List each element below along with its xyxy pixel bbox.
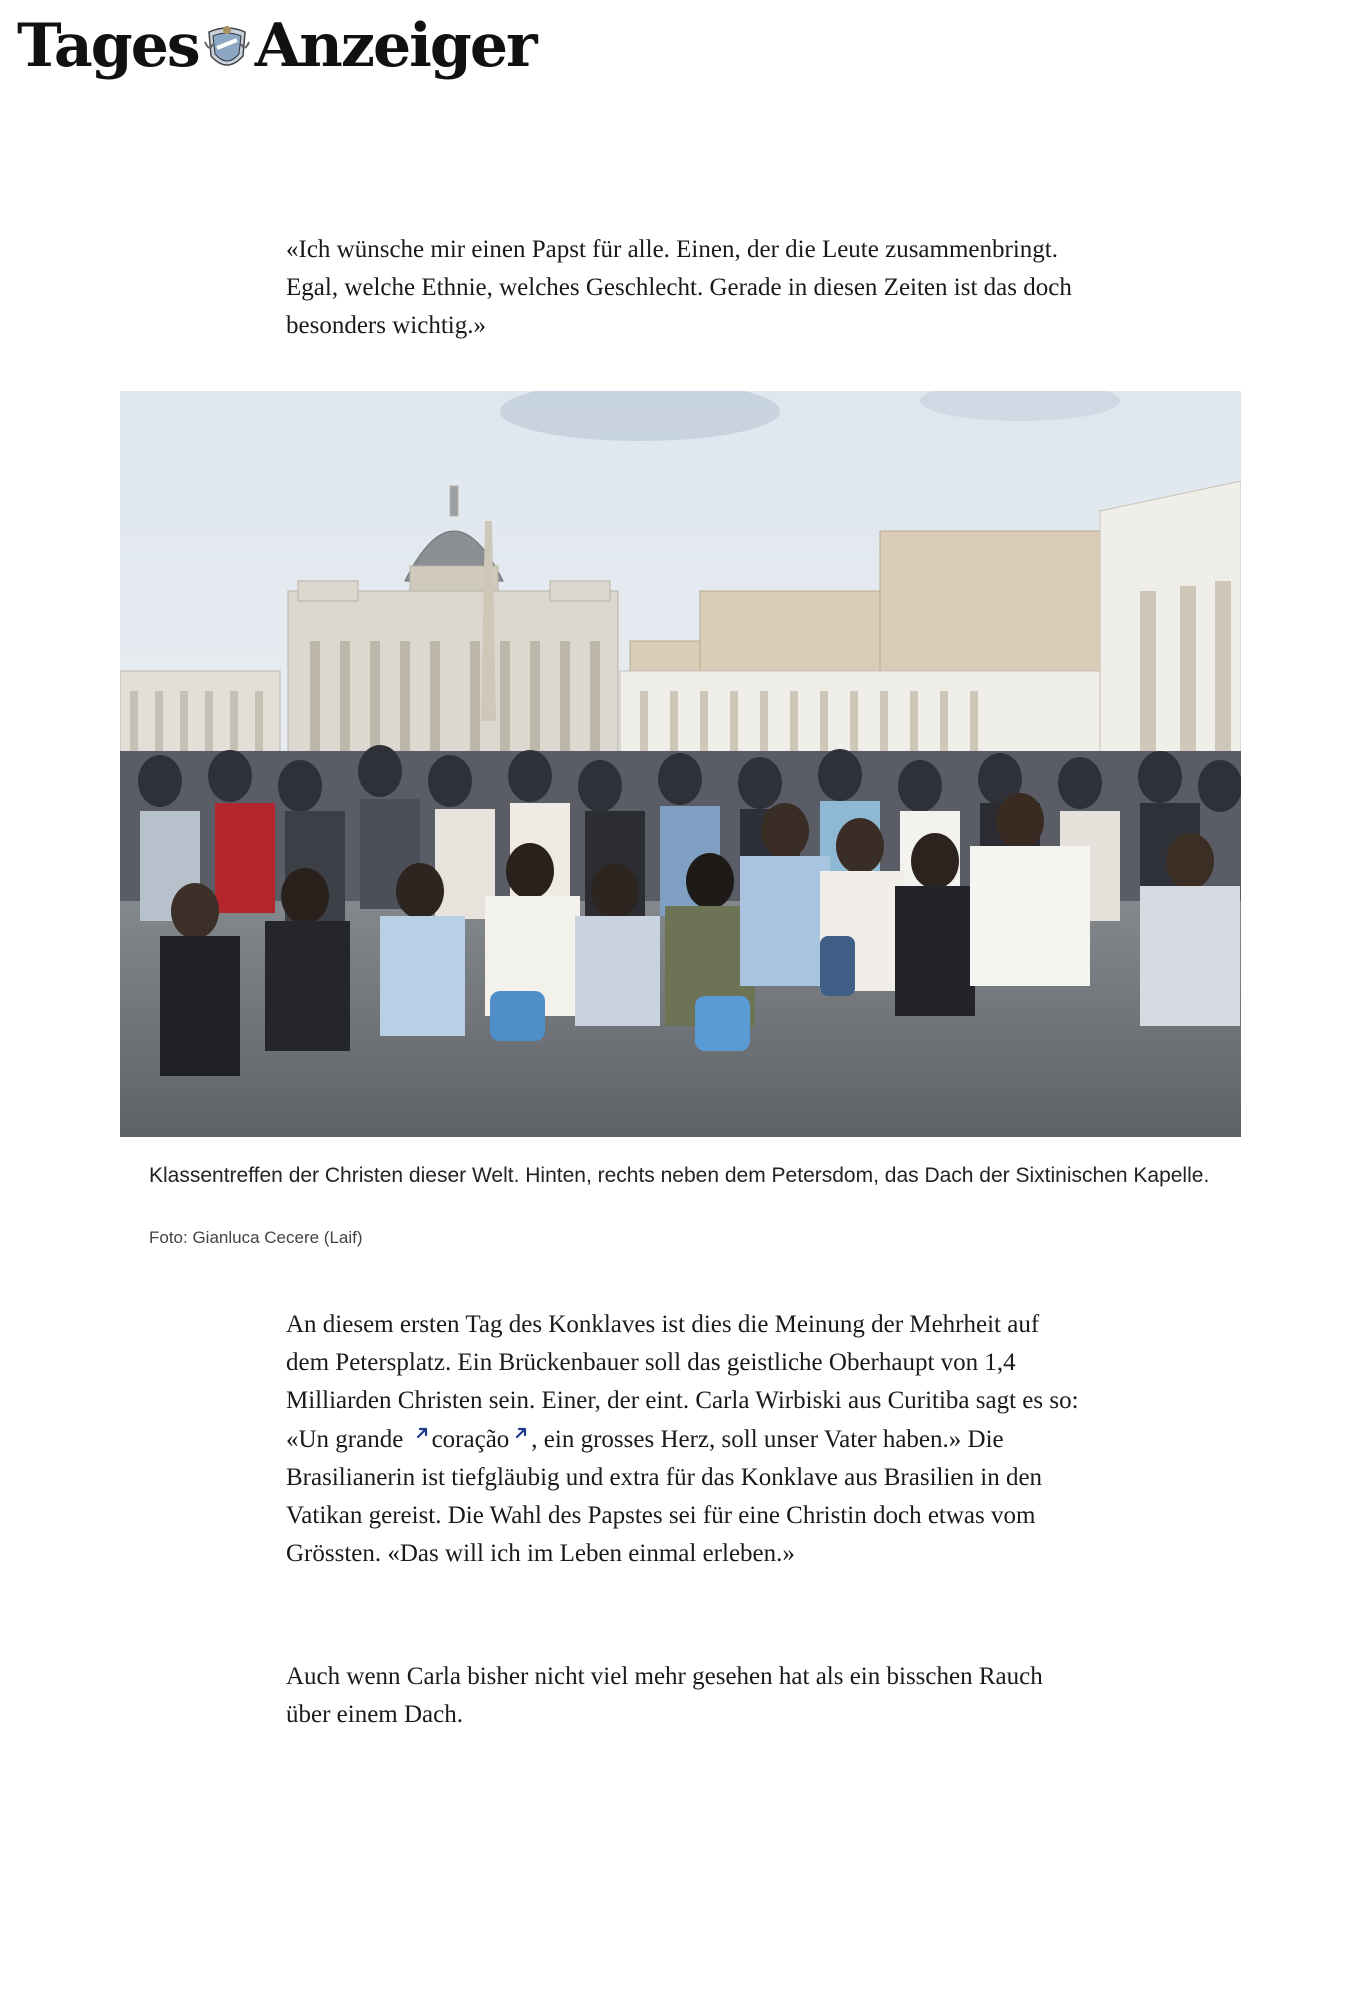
paragraph-1-text <box>286 1306 1086 1573</box>
article-paragraph-2 <box>286 1658 1086 1734</box>
article-paragraph-1 <box>286 1306 1086 1573</box>
article-quote <box>286 231 1086 346</box>
site-logo[interactable] <box>17 11 536 81</box>
site-header <box>0 0 1371 110</box>
external-link-arrow-icon[interactable] <box>414 1425 430 1441</box>
paragraph-1-text-after: , ein grosses Herz, soll unser Vater haben.» Die Brasilianerin ist tiefgläubig und extra für das Konklave aus Brasilien in den Vatikan gereist. Die Wahl des Papstes sei für eine Christin doch etwas vom Grössten. «Das will ich im Leben einmal erleben.» <box>286 1425 1043 1568</box>
coracao-link[interactable]: coração <box>431 1425 510 1453</box>
paragraph-1-text-before: An diesem ersten Tag des Konklaves ist dies die Meinung der Mehrheit auf dem Petersplatz. Ein Brückenbauer soll das geistliche Oberhaupt von 1,4 Milliarden Christen sein. Einer, der eint. Carla Wirbiski aus Curitiba sagt es so: «Un grande <box>286 1311 1079 1453</box>
logo-text-right: Anzeiger <box>254 11 536 81</box>
coat-of-arms-icon <box>203 22 251 76</box>
st-peters-square-photo <box>120 391 1241 1137</box>
article-photo <box>120 391 1241 1137</box>
quote-text: «Ich wünsche mir einen Papst für alle. Einen, der die Leute zusammenbringt. Egal, welche Ethnie, welches Geschlecht. Gerade in diesen Zeiten ist das doch besonders wichtig.» <box>286 236 1072 340</box>
paragraph-2-text: Auch wenn Carla bisher nicht viel mehr gesehen hat als ein bisschen Rauch über einem Dach. <box>286 1663 1043 1729</box>
photo-credit: Foto: Gianluca Cecere (Laif) <box>149 1228 363 1247</box>
external-link-arrow-icon[interactable] <box>513 1425 529 1441</box>
photo-caption: Klassentreffen der Christen dieser Welt. Hinten, rechts neben dem Petersdom, das Dach der Sixtinischen Kapelle. <box>149 1164 1210 1187</box>
logo-text-left: Tages <box>17 11 199 81</box>
